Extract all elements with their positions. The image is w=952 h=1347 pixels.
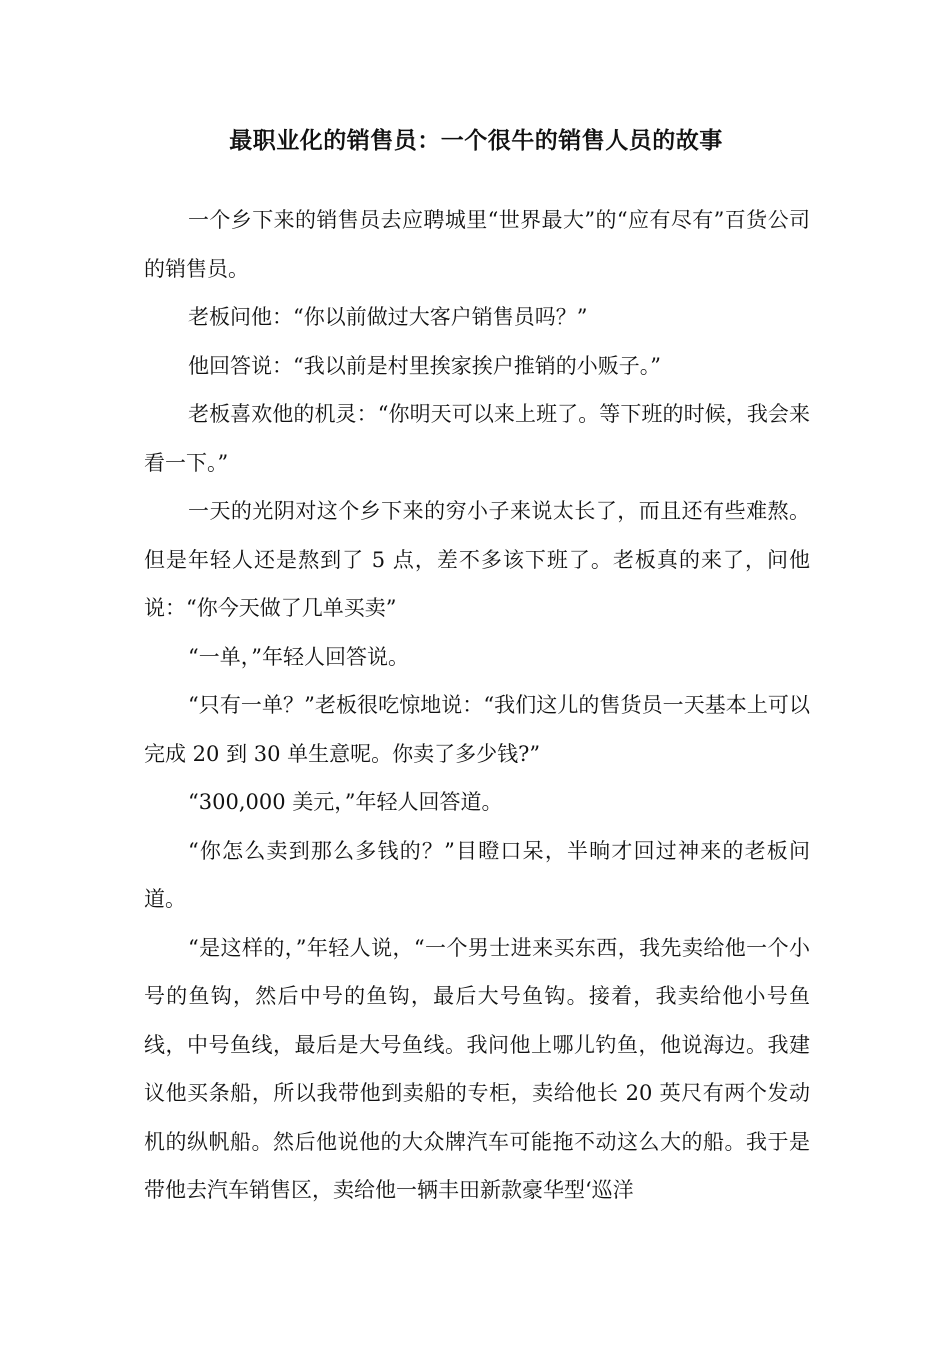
paragraph: 一个乡下来的销售员去应聘城里“世界最大”的“应有尽有”百货公司的销售员。 — [144, 208, 810, 281]
paragraph: “一单，”年轻人回答说。 — [188, 644, 409, 669]
paragraph: “是这样的，”年轻人说，“一个男士进来买东西，我先卖给他一个小号的鱼钩，然后中号的鱼钩，最后大号鱼钩。接着，我卖给他小号鱼线，中号鱼线，最后是大号鱼线。我问他上哪儿钓鱼，他说海边。我建议他买条船，所以我带他到卖船的专柜，卖给他长 20 英尺有两个发动机的纵帆船。然后他说他的大众牌汽车可能拖不动这么大的船。我于是带他去汽车销售区，卖给他一辆丰田新款豪华型‘巡洋 — [144, 935, 810, 1202]
paragraph: 老板喜欢他的机灵：“你明天可以来上班了。等下班的时候，我会来看一下。” — [144, 402, 810, 475]
paragraph: 一天的光阴对这个乡下来的穷小子来说太长了，而且还有些难熬。但是年轻人还是熬到了 5 点，差不多该下班了。老板真的来了，问他说：“你今天做了几单买卖” — [144, 499, 810, 620]
paragraph: 老板问他：“你以前做过大客户销售员吗？” — [188, 305, 588, 329]
paragraph: “你怎么卖到那么多钱的？”目瞪口呆，半晌才回过神来的老板问道。 — [144, 838, 810, 911]
document-title: 最职业化的销售员：一个很牛的销售人员的故事 — [229, 128, 723, 154]
paragraph: 他回答说：“我以前是村里挨家挨户推销的小贩子。” — [188, 353, 661, 378]
paragraph: “300,000 美元，”年轻人回答道。 — [188, 790, 503, 814]
paragraph: “只有一单？”老板很吃惊地说：“我们这儿的售货员一天基本上可以完成 20 到 30 单生意呢。你卖了多少钱?” — [144, 693, 810, 766]
document-body — [144, 196, 810, 1215]
